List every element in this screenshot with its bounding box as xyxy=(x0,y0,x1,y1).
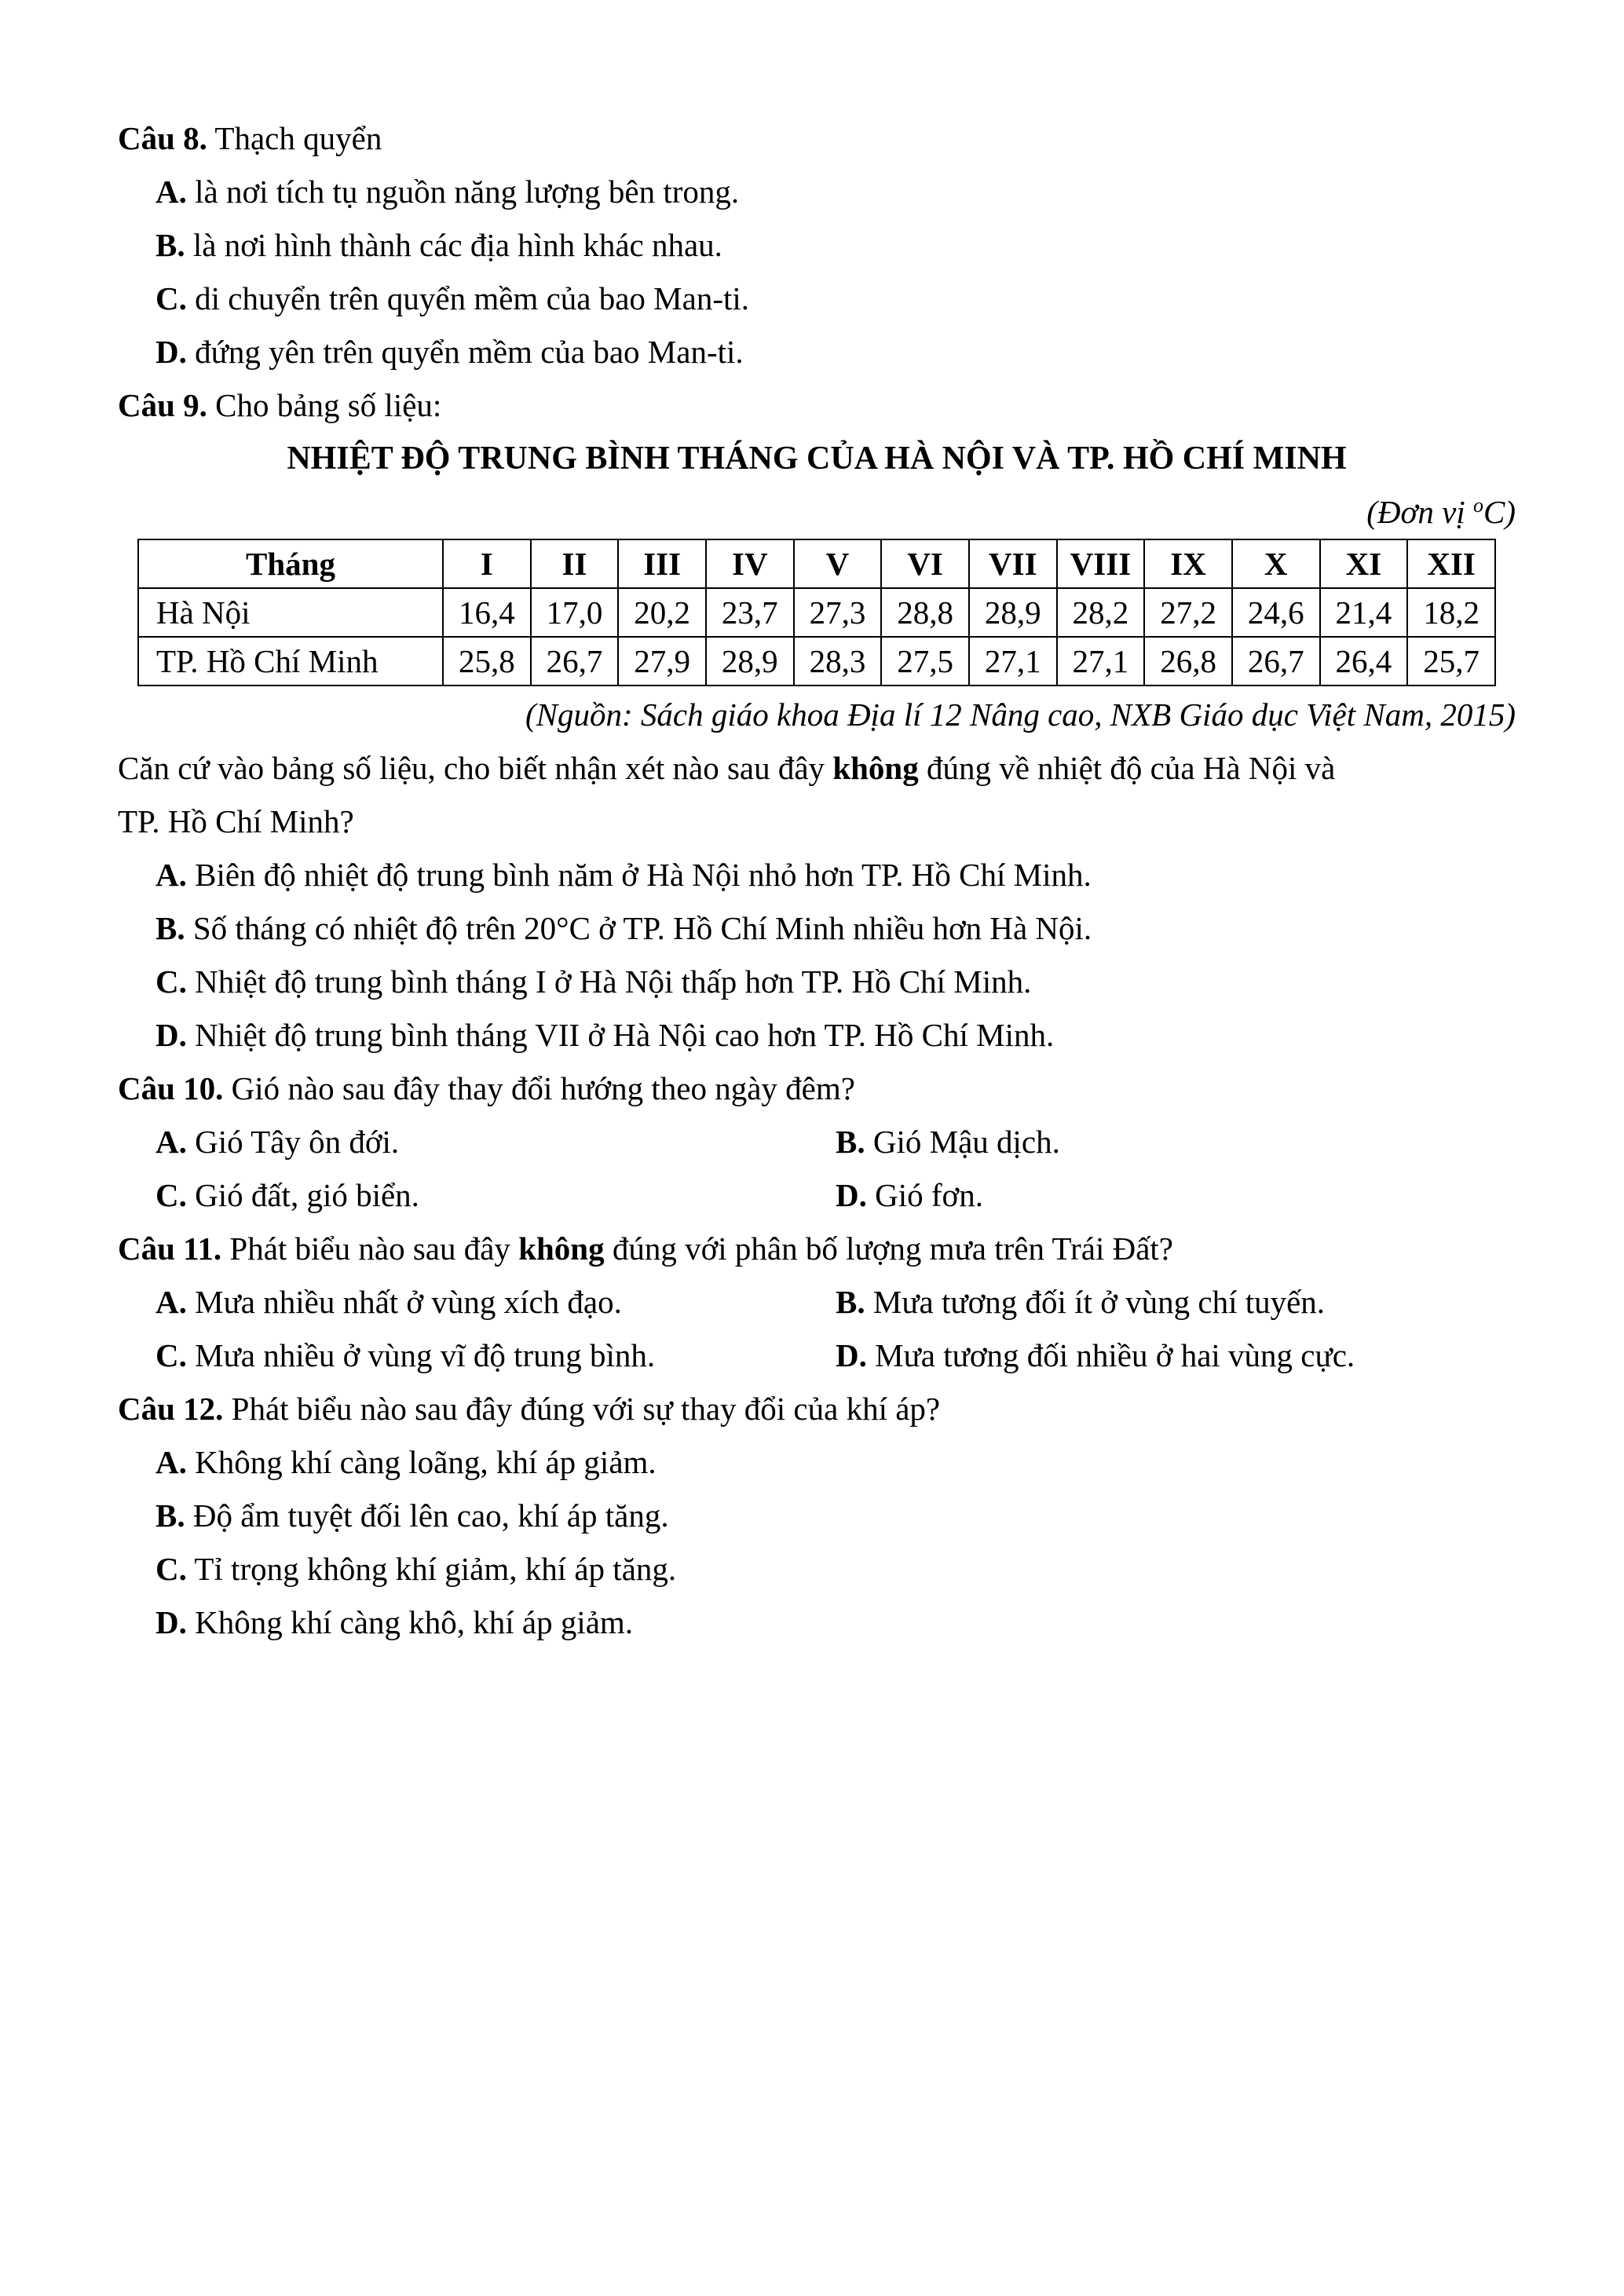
unit-text: C) xyxy=(1483,494,1516,530)
table-header-label: Tháng xyxy=(138,539,443,588)
option-text: di chuyển trên quyển mềm của bao Man-ti. xyxy=(186,280,749,316)
table-header-row xyxy=(138,539,1495,588)
question-9 xyxy=(118,378,1516,432)
question-stem: Thạch quyển xyxy=(207,120,382,156)
option-letter: B. xyxy=(836,1284,865,1320)
table-cell: 17,0 xyxy=(531,588,619,637)
table-header-month: XII xyxy=(1407,539,1495,588)
table-row xyxy=(138,588,1495,637)
question-stem: Gió nào sau đây thay đổi hướng theo ngày đêm? xyxy=(223,1070,855,1106)
option-b xyxy=(155,1489,1516,1542)
option-c xyxy=(155,1168,836,1222)
option-letter: C. xyxy=(155,963,187,1000)
option-text: Mưa tương đối nhiều ở hai vùng cực. xyxy=(866,1337,1355,1373)
option-text: là nơi hình thành các địa hình khác nhau. xyxy=(185,227,722,263)
table-cell: 27,2 xyxy=(1144,588,1232,637)
option-c xyxy=(155,272,1516,325)
table-cell: 28,9 xyxy=(706,637,794,686)
table-cell: 16,4 xyxy=(443,588,531,637)
table-source: (Nguồn: Sách giáo khoa Địa lí 12 Nâng cao, NXB Giáo dục Việt Nam, 2015) xyxy=(525,696,1516,733)
option-b xyxy=(155,218,1516,272)
option-text: Số tháng có nhiệt độ trên 20°C ở TP. Hồ Chí Minh nhiều hơn Hà Nội. xyxy=(185,910,1092,946)
option-text: Nhiệt độ trung bình tháng I ở Hà Nội thấp hơn TP. Hồ Chí Minh. xyxy=(186,963,1032,1000)
table-cell: 27,1 xyxy=(969,637,1057,686)
table-cell: 24,6 xyxy=(1232,588,1320,637)
table-cell: 28,2 xyxy=(1057,588,1145,637)
option-text: Không khí càng loãng, khí áp giảm. xyxy=(186,1444,657,1480)
option-a xyxy=(155,1275,836,1329)
table-header-month: VI xyxy=(881,539,969,588)
table-cell: 27,1 xyxy=(1057,637,1145,686)
table-cell: 25,8 xyxy=(443,637,531,686)
option-letter: D. xyxy=(836,1177,867,1213)
option-text: Gió fơn. xyxy=(866,1177,983,1213)
option-text: là nơi tích tụ nguồn năng lượng bên trong. xyxy=(186,174,740,210)
option-letter: C. xyxy=(155,280,187,316)
option-text: Mưa nhiều nhất ở vùng xích đạo. xyxy=(186,1284,622,1320)
table-title: NHIỆT ĐỘ TRUNG BÌNH THÁNG CỦA HÀ NỘI VÀ TP. HỒ CHÍ MINH xyxy=(287,441,1347,477)
option-letter: D. xyxy=(836,1337,867,1373)
table-cell: 28,8 xyxy=(881,588,969,637)
question-number: Câu 10. xyxy=(118,1070,224,1106)
option-text: Gió Mậu dịch. xyxy=(865,1124,1060,1160)
option-d xyxy=(836,1329,1511,1382)
option-letter: A. xyxy=(155,1444,187,1480)
table-row-label: Hà Nội xyxy=(138,588,443,637)
option-text: Độ ẩm tuyệt đối lên cao, khí áp tăng. xyxy=(185,1497,669,1534)
table-cell: 25,7 xyxy=(1407,637,1495,686)
table-cell: 20,2 xyxy=(618,588,706,637)
option-a xyxy=(155,1115,836,1168)
table-header-month: VIII xyxy=(1057,539,1145,588)
option-text: Nhiệt độ trung bình tháng VII ở Hà Nội cao hơn TP. Hồ Chí Minh. xyxy=(186,1017,1055,1053)
question-stem: đúng với phân bố lượng mưa trên Trái Đất? xyxy=(604,1230,1173,1267)
option-letter: B. xyxy=(155,227,185,263)
option-text: đứng yên trên quyển mềm của bao Man-ti. xyxy=(186,334,744,370)
table-row-label: TP. Hồ Chí Minh xyxy=(138,637,443,686)
options-row xyxy=(118,1329,1516,1382)
table-header-month: II xyxy=(531,539,619,588)
option-letter: D. xyxy=(155,1604,187,1640)
question-10 xyxy=(118,1062,1516,1115)
question-number: Câu 11. xyxy=(118,1230,222,1267)
table-header-month: VII xyxy=(969,539,1057,588)
table-row xyxy=(138,637,1495,686)
options-row xyxy=(118,1168,1516,1222)
option-letter: B. xyxy=(155,910,185,946)
option-letter: A. xyxy=(155,1124,187,1160)
table-header-month: X xyxy=(1232,539,1320,588)
option-c xyxy=(155,955,1516,1008)
table-cell: 27,3 xyxy=(794,588,882,637)
option-d xyxy=(155,1008,1516,1062)
table-cell: 27,9 xyxy=(618,637,706,686)
prompt-emphasis: không xyxy=(832,750,919,786)
question-number: Câu 12. xyxy=(118,1391,224,1427)
option-text: Tỉ trọng không khí giảm, khí áp tăng. xyxy=(186,1551,677,1587)
option-c xyxy=(155,1542,1516,1596)
question-stem: Phát biểu nào sau đây đúng với sự thay đổi của khí áp? xyxy=(223,1391,941,1427)
option-letter: B. xyxy=(155,1497,185,1534)
option-b xyxy=(836,1275,1511,1329)
table-header-month: IX xyxy=(1144,539,1232,588)
table-cell: 26,4 xyxy=(1320,637,1408,686)
exam-page xyxy=(118,112,1516,1649)
option-c xyxy=(155,1329,836,1382)
option-text: Biên độ nhiệt độ trung bình năm ở Hà Nội nhỏ hơn TP. Hồ Chí Minh. xyxy=(186,857,1092,893)
option-text: Gió đất, gió biển. xyxy=(186,1177,419,1213)
unit-degree: o xyxy=(1473,494,1483,517)
table-header-month: V xyxy=(794,539,882,588)
option-b xyxy=(836,1115,1511,1168)
table-cell: 21,4 xyxy=(1320,588,1408,637)
option-text: Mưa nhiều ở vùng vĩ độ trung bình. xyxy=(186,1337,656,1373)
table-header-month: XI xyxy=(1320,539,1408,588)
temperature-table xyxy=(137,539,1496,686)
table-body xyxy=(138,588,1495,686)
prompt-text: đúng về nhiệt độ của Hà Nội và xyxy=(918,750,1336,786)
table-unit xyxy=(118,485,1516,539)
option-letter: A. xyxy=(155,857,187,893)
option-letter: C. xyxy=(155,1337,187,1373)
option-letter: A. xyxy=(155,174,187,210)
table-header-month: IV xyxy=(706,539,794,588)
question-11 xyxy=(118,1222,1516,1275)
option-d xyxy=(836,1168,1511,1222)
option-text: Mưa tương đối ít ở vùng chí tuyến. xyxy=(865,1284,1326,1320)
question-number: Câu 9. xyxy=(118,387,207,423)
question-stem: Cho bảng số liệu: xyxy=(207,387,442,423)
table-cell: 23,7 xyxy=(706,588,794,637)
option-letter: C. xyxy=(155,1177,187,1213)
option-d xyxy=(155,1596,1516,1649)
option-d xyxy=(155,325,1516,378)
unit-text: (Đơn vị xyxy=(1366,494,1473,530)
table-cell: 26,7 xyxy=(531,637,619,686)
option-text: Gió Tây ôn đới. xyxy=(186,1124,400,1160)
option-text: Không khí càng khô, khí áp giảm. xyxy=(186,1604,634,1640)
option-letter: B. xyxy=(836,1124,865,1160)
question-prompt xyxy=(118,741,1516,795)
table-cell: 27,5 xyxy=(881,637,969,686)
options-row xyxy=(118,1275,1516,1329)
table-cell: 18,2 xyxy=(1407,588,1495,637)
options-row xyxy=(118,1115,1516,1168)
option-letter: A. xyxy=(155,1284,187,1320)
option-letter: D. xyxy=(155,1017,187,1053)
question-stem: Phát biểu nào sau đây xyxy=(221,1230,519,1267)
option-b xyxy=(155,901,1516,955)
table-cell: 26,7 xyxy=(1232,637,1320,686)
table-header-month: III xyxy=(618,539,706,588)
option-letter: D. xyxy=(155,334,187,370)
option-a xyxy=(155,165,1516,218)
table-header-month: I xyxy=(443,539,531,588)
question-12 xyxy=(118,1382,1516,1435)
table-cell: 26,8 xyxy=(1144,637,1232,686)
question-8 xyxy=(118,112,1516,165)
option-a xyxy=(155,848,1516,901)
question-prompt-cont: TP. Hồ Chí Minh? xyxy=(118,803,354,839)
option-a xyxy=(155,1435,1516,1489)
stem-emphasis: không xyxy=(518,1230,605,1267)
table-cell: 28,3 xyxy=(794,637,882,686)
option-letter: C. xyxy=(155,1551,187,1587)
table-cell: 28,9 xyxy=(969,588,1057,637)
question-number: Câu 8. xyxy=(118,120,207,156)
prompt-text: Căn cứ vào bảng số liệu, cho biết nhận xét nào sau đây xyxy=(118,750,833,786)
